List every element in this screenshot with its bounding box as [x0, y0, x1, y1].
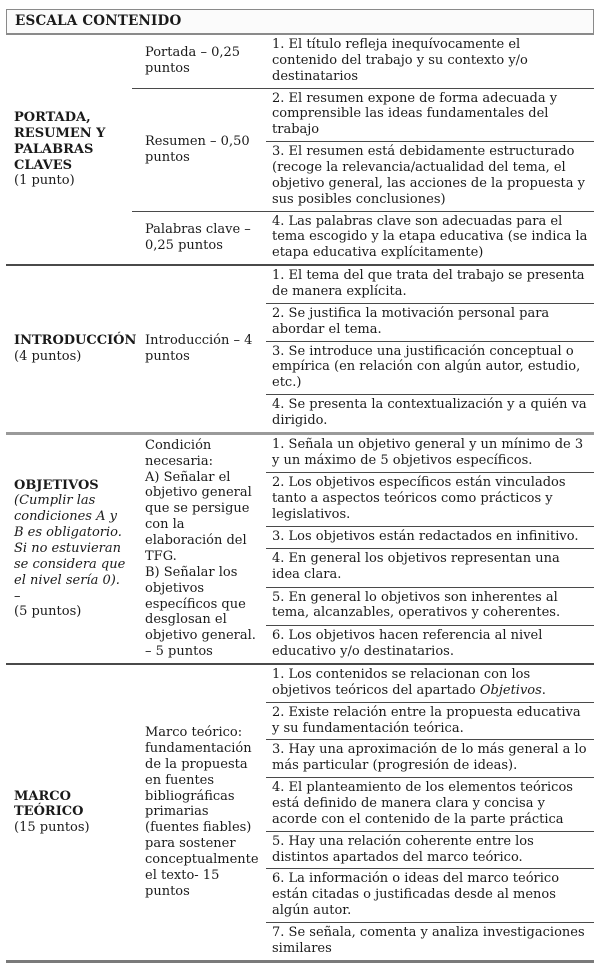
criterion: 3. Se introduce una justificación conceptual o empírica (en relación con algún autor, estudio, etc.)	[266, 341, 594, 395]
criterion: 4. En general los objetivos representan una idea clara.	[266, 548, 594, 586]
section-rows	[132, 665, 594, 960]
subrow-palabras-clave	[132, 211, 594, 265]
subrow-portada	[132, 35, 594, 88]
criterion: 1. El tema del que trata del trabajo se presenta de manera explícita.	[272, 268, 585, 300]
section-portada	[6, 35, 594, 264]
subcategory-label-line: Condición necesaria:	[145, 437, 213, 469]
criteria-cell	[266, 435, 594, 663]
subrow-objetivos	[132, 435, 594, 663]
criterion-text: 1. Los contenidos se relacionan con los objetivos teóricos del apartado	[272, 666, 531, 698]
criterion: 4. Las palabras clave son adecuadas para el tema escogido y la etapa educativa (se indica la etapa educativa explícitamente)	[272, 213, 588, 261]
criterion: 2. El resumen expone de forma adecuada y comprensible las ideas fundamentales del trabajo	[272, 90, 558, 138]
section-rows	[132, 435, 594, 663]
criterion: 6. La información o ideas del marco teórico están citadas o justificadas desde al menos algún autor.	[266, 868, 594, 922]
category-title: MARCO TEÓRICO	[14, 788, 84, 820]
subcategory-label: Palabras clave – 0,25 puntos	[145, 222, 251, 253]
subcategory-cell	[132, 35, 266, 88]
criterion: 6. Los objetivos hacen referencia al nivel educativo y/o destinatarios.	[266, 625, 594, 663]
section-marco-teorico	[6, 663, 594, 960]
category-title: PORTADA, RESUMEN Y PALABRAS CLAVES	[14, 109, 106, 173]
category-cell-portada	[6, 35, 132, 264]
table-title: ESCALA CONTENIDO	[15, 13, 182, 29]
subcategory-label: Portada – 0,25 puntos	[145, 45, 241, 77]
category-cell-objetivos	[6, 435, 132, 663]
criterion-text-italic: Objetivos	[479, 682, 542, 698]
category-cell-introduccion	[6, 266, 137, 432]
criterion: 7. Se señala, comenta y analiza investigaciones similares	[266, 922, 594, 960]
rubric-table	[6, 9, 594, 963]
criterion: 5. En general lo objetivos son inherentes al tema, alcanzables, operativos y coherentes.	[266, 587, 594, 625]
subcategory-cell	[132, 435, 266, 663]
subrow-resumen	[132, 88, 594, 211]
criterion: 4. Se presenta la contextualización y a quién va dirigido.	[266, 394, 594, 432]
category-title: OBJETIVOS	[14, 477, 99, 493]
subrow-introduccion	[132, 266, 594, 432]
subcategory-cell	[132, 212, 266, 265]
criterion: 2. Existe relación entre la propuesta educativa y su fundamentación teórica.	[266, 702, 594, 740]
subrow-marco-teorico	[132, 665, 594, 960]
subcategory-label: Introducción – 4 puntos	[145, 333, 253, 365]
criterion: 2. Los objetivos específicos están vinculados tanto a aspectos teóricos como prácticos y legislativos.	[266, 472, 594, 526]
category-title: INTRODUCCIÓN	[14, 333, 137, 349]
category-points: (5 puntos)	[14, 604, 82, 620]
criterion: 3. El resumen está debidamente estructurado (recoge la relevancia/actualidad del tema, el objetivo general, las acciones de la propuesta y sus posibles conclusiones)	[266, 141, 594, 210]
section-rows	[132, 266, 594, 432]
section-rows	[132, 35, 594, 264]
criterion	[266, 665, 594, 702]
subcategory-cell	[132, 89, 266, 211]
category-points: (1 punto)	[14, 173, 75, 189]
criterion: 4. El planteamiento de los elementos teóricos está definido de manera clara y concisa y acorde con el contenido de la parte práctica	[266, 777, 594, 831]
subcategory-cell	[132, 665, 266, 960]
subcategory-label-line: A) Señalar el objetivo general que se persigue con la elaboración del TFG.	[145, 469, 252, 564]
criterion: 1. El título refleja inequívocamente el contenido del trabajo y su contexto y/o destinatarios	[272, 37, 528, 84]
category-points: (4 puntos)	[14, 349, 82, 365]
criteria-cell	[266, 266, 594, 432]
criteria-cell	[266, 89, 594, 211]
section-objetivos	[6, 432, 594, 663]
criteria-cell	[266, 212, 594, 265]
table-header	[6, 9, 594, 35]
subcategory-label: Resumen – 0,50 puntos	[145, 133, 250, 165]
criterion-text: .	[541, 682, 546, 698]
criteria-cell	[266, 35, 594, 88]
category-note: (Cumplir las condiciones A y B es obligatorio. Si no estuvieran se considera que el nivel sería 0). –	[14, 493, 126, 604]
section-introduccion	[6, 264, 594, 432]
category-points: (15 puntos)	[14, 820, 90, 836]
criteria-cell	[266, 665, 594, 960]
criterion: 3. Los objetivos están redactados en infinitivo.	[266, 526, 594, 548]
criterion: 2. Se justifica la motivación personal para abordar el tema.	[266, 303, 594, 341]
subcategory-label: Marco teórico: fundamentación de la propuesta en fuentes bibliográficas primarias (fuentes fiables) para sostener conceptualmente el texto- 15 puntos	[145, 725, 259, 899]
criterion: 5. Hay una relación coherente entre los distintos apartados del marco teórico.	[266, 831, 594, 869]
criterion: 3. Hay una aproximación de lo más general a lo más particular (progresión de ideas).	[266, 739, 594, 777]
subcategory-label-line: B) Señalar los objetivos específicos que desglosan el objetivo general. – 5 puntos	[145, 564, 256, 660]
criterion: 1. Señala un objetivo general y un mínimo de 3 y un máximo de 5 objetivos específicos.	[272, 436, 584, 468]
category-cell-marco-teorico	[6, 665, 132, 960]
table-body	[6, 35, 594, 963]
subcategory-cell	[132, 266, 266, 432]
